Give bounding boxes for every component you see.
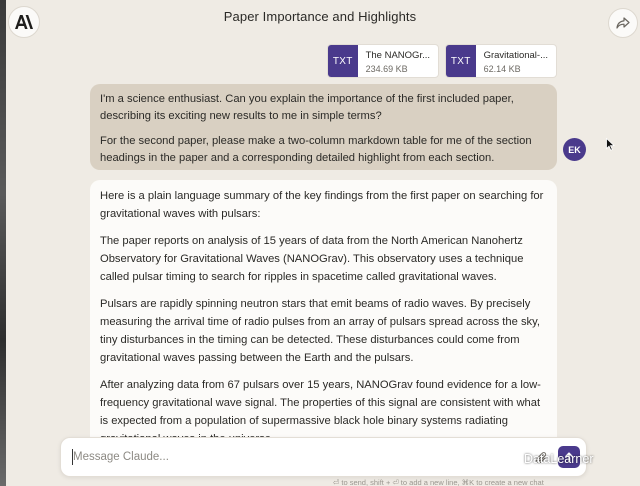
- assistant-message-paragraph: The paper reports on analysis of 15 years of data from the North American Nanohertz Observatory for Gravitational Waves (NANOGrav). This observatory uses a technique called pulsar timing to search for ripples in spacetime called gravitational waves.: [100, 235, 524, 283]
- assistant-message-paragraph: After analyzing data from 67 pulsars over 15 years, NANOGrav found evidence for a low-frequency gravitational wave signal. The properties of this signal are consistent with what is expected from a population of supermassive black hole binary systems radiating: [100, 379, 541, 427]
- watermark-text: DataLearner: [524, 452, 594, 466]
- file-type-badge: TXT: [446, 45, 476, 77]
- keyboard-hint: ⏎ to send, shift + ⏎ to add a new line, ⌘K to create a new chat: [333, 478, 544, 486]
- avatar[interactable]: EK: [563, 138, 586, 161]
- attachment-size: 234.69 KB: [365, 64, 408, 74]
- share-icon[interactable]: [608, 8, 638, 38]
- assistant-message: [90, 180, 557, 450]
- file-type-badge: TXT: [328, 45, 358, 77]
- user-message: [90, 84, 557, 170]
- attachment-name: The NANOGr...: [365, 50, 430, 61]
- assistant-message-paragraph: Here is a plain language summary of the key findings from the first paper on searching for gravitational waves with pulsars:: [100, 190, 544, 220]
- left-window-edge: [0, 0, 6, 486]
- assistant-message-paragraph: Pulsars are rapidly spinning neutron stars that emit beams of radio waves. By precisely measuring the arrival time of radio pulses from an array of pulsars spread across the sky, tiny disturbances in the timing can be detected. These disturbances could come from gravitational waves passing between the Earth and the pulsars.: [100, 298, 541, 364]
- user-message-paragraph: For the second paper, please make a two-column markdown table for me of the section headings in the paper and a corresponding detailed highlight from each section.: [100, 135, 532, 164]
- mouse-cursor-icon: [606, 138, 615, 156]
- attachment-card[interactable]: [445, 44, 557, 78]
- watermark: [503, 450, 594, 468]
- user-message-paragraph: I'm a science enthusiast. Can you explain the importance of the first included paper, describing its exciting new results to me in simple terms?: [100, 93, 514, 122]
- attachment-name: Gravitational-...: [483, 50, 548, 61]
- attachment-card[interactable]: [327, 44, 439, 78]
- wechat-icon: [503, 450, 521, 468]
- page-title: Paper Importance and Highlights: [223, 9, 417, 24]
- attachment-size: 62.14 KB: [483, 64, 521, 74]
- message-input[interactable]: Message Claude...: [73, 451, 169, 463]
